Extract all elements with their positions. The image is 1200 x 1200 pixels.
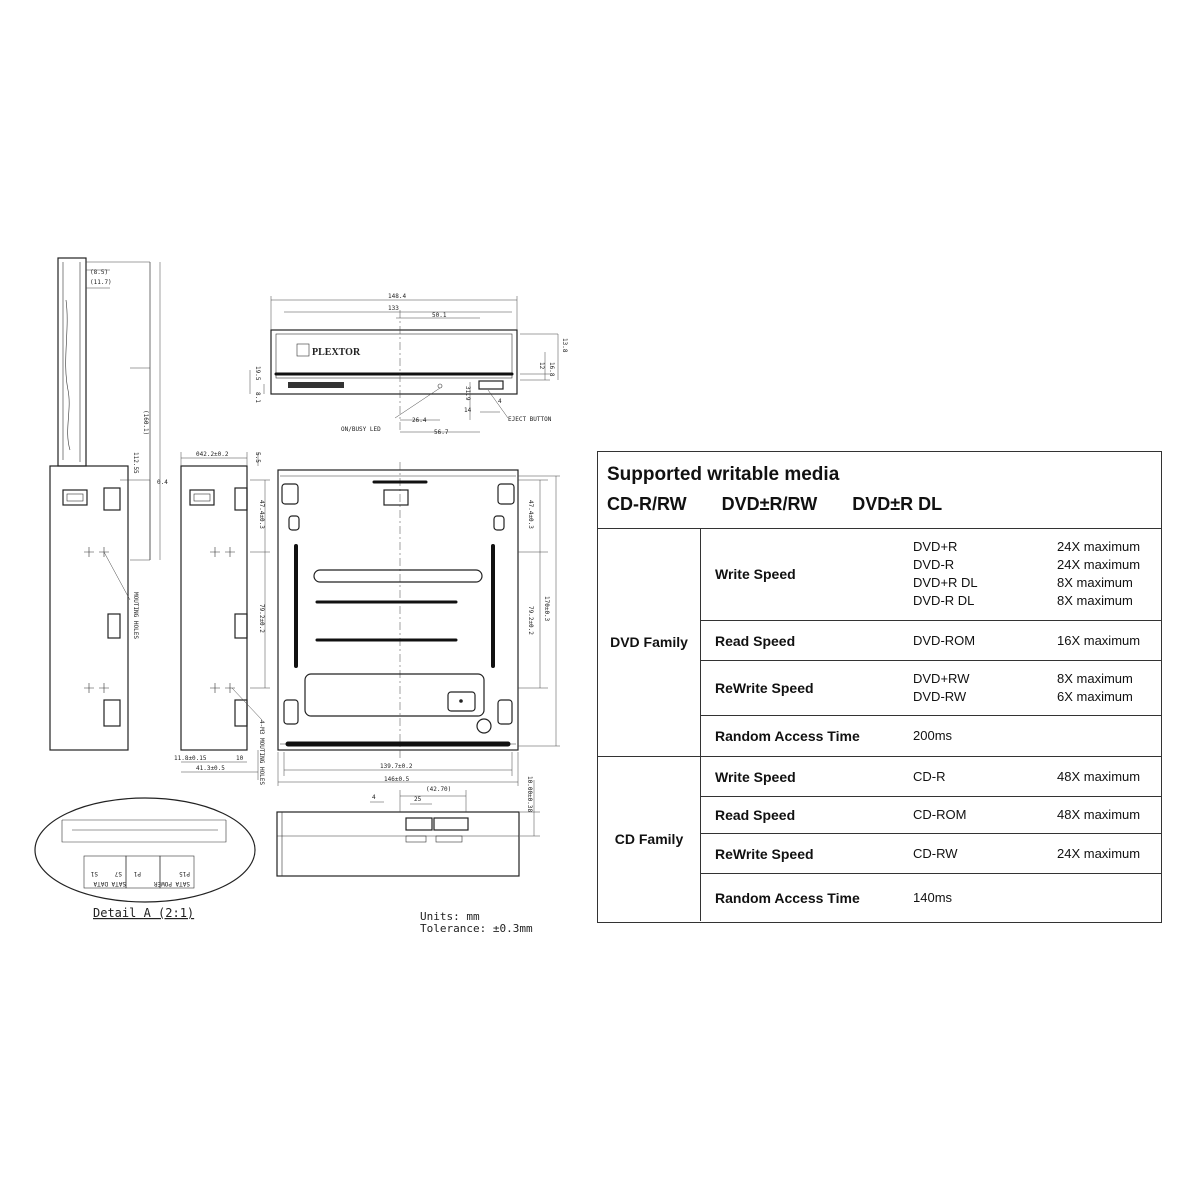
- tolerance-note: Tolerance: ±0.3mm: [420, 922, 533, 935]
- row-media-values: [913, 727, 952, 745]
- row-speed-values: [1057, 768, 1140, 786]
- dvd-write-speed-row: [701, 528, 1161, 621]
- side-dim-b: (11.7): [90, 279, 112, 286]
- side-dim-a: (8.5): [90, 269, 109, 276]
- dvd-family-block: [598, 528, 1161, 757]
- detail-pin-p15: P15: [179, 870, 190, 877]
- front-dim-led: 26.4: [412, 417, 427, 424]
- front-dim-eject-pos: 56.7: [434, 429, 449, 436]
- side-dim-e: 0.4: [157, 479, 168, 486]
- row-label: ReWrite Speed: [715, 680, 814, 696]
- media-value: CD-RW: [913, 845, 958, 861]
- speed-value: 24X maximum: [1057, 845, 1141, 861]
- speed-value: 24X maximum: [1057, 539, 1141, 554]
- speed-value: 6X maximum: [1057, 689, 1133, 704]
- cd-rewrite-speed-row: [701, 834, 1161, 874]
- mid-dim-width: 042.2±0.2: [196, 451, 229, 458]
- row-media-values: [913, 806, 966, 824]
- speed-value: 8X maximum: [1057, 671, 1133, 686]
- mid-dim-ten: 10: [236, 755, 244, 762]
- led-label: ON/BUSY LED: [341, 426, 381, 433]
- middle-side-view: [174, 451, 270, 785]
- detail-caption: Detail A (2:1): [93, 906, 195, 920]
- row-media-values: [913, 632, 975, 650]
- front-dim-h4: 19.5: [254, 366, 261, 381]
- mounting-holes-label: MOUTING HOLES: [132, 592, 139, 639]
- rear-dim-data: 25: [414, 796, 422, 803]
- media-value: 140ms: [913, 889, 953, 905]
- row-label: ReWrite Speed: [715, 845, 814, 862]
- speed-value: 8X maximum: [1057, 575, 1133, 590]
- family-label-cd: CD Family: [598, 757, 701, 921]
- drawing-notes: [420, 910, 533, 935]
- top-dim-inner-width: 139.7±0.2: [380, 763, 413, 770]
- front-view: [250, 293, 568, 436]
- row-speed-values: [1057, 670, 1133, 706]
- row-label: Random Access Time: [715, 889, 860, 906]
- dvd-access-time-row: [701, 716, 1161, 756]
- front-dim-bezel: 133: [388, 305, 399, 312]
- front-dim-width: 148.4: [388, 293, 407, 300]
- speed-value: 16X maximum: [1057, 632, 1141, 648]
- front-dim-h6: 8.1: [254, 392, 261, 403]
- detail-pin-s7: S7: [114, 870, 122, 877]
- media-value: 200ms: [913, 728, 953, 743]
- row-media-values: [913, 538, 978, 610]
- detail-a: [35, 798, 255, 920]
- spec-table: [597, 451, 1162, 923]
- detail-pin-p1: P1: [133, 870, 141, 877]
- media-value: DVD-RW: [913, 689, 967, 704]
- front-dim-h3: 16.8: [548, 362, 555, 377]
- media-header: [598, 452, 1161, 529]
- row-speed-values: [1057, 538, 1140, 610]
- family-label-dvd: DVD Family: [598, 528, 701, 756]
- media-list: [607, 494, 972, 515]
- dvd-read-speed-row: [701, 621, 1161, 661]
- row-speed-values: [1057, 806, 1140, 824]
- media-value: CD-R: [913, 768, 946, 784]
- mid-dim-bottom: 11.8±0.15: [174, 755, 207, 762]
- mid-dim-top: 5.5: [254, 452, 261, 463]
- technical-drawing: [0, 0, 595, 1200]
- brand-logo: PLEXTOR: [312, 347, 361, 358]
- side-dim-d: 112.55: [132, 452, 139, 474]
- mid-dim-hole-spacing: 79.2±0.2: [258, 604, 265, 633]
- row-media-values: [913, 670, 969, 706]
- cd-write-speed-row: [701, 757, 1161, 797]
- media-value: DVD+R DL: [913, 575, 978, 590]
- detail-pin-s1: S1: [90, 870, 98, 877]
- media-value: DVD+R: [913, 539, 958, 554]
- dvd-rewrite-speed-row: [701, 661, 1161, 716]
- speed-value: 48X maximum: [1057, 768, 1141, 784]
- row-label: Write Speed: [715, 566, 796, 582]
- front-dim-eject-h: 4: [498, 398, 502, 405]
- rear-dim-offset: 4: [372, 794, 376, 801]
- media-value: DVD-ROM: [913, 632, 976, 648]
- units-note: Units: mm: [420, 910, 480, 923]
- cd-family-block: [598, 757, 1161, 921]
- front-dim-h1: 13.8: [561, 338, 568, 353]
- row-label: Random Access Time: [715, 728, 860, 744]
- top-dim-hole-top: 47.4±0.3: [527, 500, 534, 529]
- cd-access-time-row: [701, 874, 1161, 921]
- top-dim-hole-spacing: 79.2±0.2: [527, 606, 534, 635]
- media-dvd-rw: DVD±R/RW: [721, 494, 818, 514]
- row-speed-values: [1057, 632, 1140, 650]
- media-value: CD-ROM: [913, 807, 967, 822]
- front-dim-h5: 31.9: [464, 386, 471, 401]
- rear-dim-height: 10.00±0.38: [526, 776, 533, 813]
- rear-view: [277, 776, 540, 876]
- detail-sata-power: SATA POWER: [153, 880, 190, 887]
- detail-sata-data: SATA DATA: [93, 880, 126, 887]
- eject-button-label: EJECT BUTTON: [508, 416, 552, 423]
- front-dim-eject-w: 14: [464, 407, 472, 414]
- row-speed-values: [1057, 845, 1140, 863]
- row-label: Write Speed: [715, 768, 796, 785]
- speed-value: 24X maximum: [1057, 557, 1141, 572]
- speed-value: 8X maximum: [1057, 593, 1133, 608]
- speed-value: 48X maximum: [1057, 807, 1141, 822]
- side-dim-c: (160.1): [142, 410, 149, 436]
- row-media-values: [913, 845, 958, 863]
- top-view: [278, 462, 560, 786]
- media-value: DVD+RW: [913, 671, 970, 686]
- media-value: DVD-R: [913, 557, 955, 572]
- front-dim-h2: 12: [538, 362, 545, 370]
- front-dim-tray: 50.1: [432, 312, 447, 319]
- cd-read-speed-row: [701, 797, 1161, 834]
- top-dim-length: 170±0.3: [543, 596, 550, 622]
- rear-dim-connector: (42.70): [426, 786, 452, 793]
- row-label: Read Speed: [715, 807, 796, 823]
- top-dim-width: 146±0.5: [384, 776, 410, 783]
- media-title: Supported writable media: [607, 464, 840, 485]
- row-label: Read Speed: [715, 632, 796, 649]
- m3-holes-label: 4-M3 MOUTING HOLES: [258, 720, 265, 786]
- row-media-values: [913, 889, 952, 907]
- row-media-values: [913, 768, 946, 786]
- mounting-hole-markers: [84, 547, 109, 693]
- media-value: DVD-R DL: [913, 593, 975, 608]
- mid-dim-hole-top: 47.4±0.3: [258, 500, 265, 529]
- media-dvd-dl: DVD±R DL: [852, 494, 943, 514]
- side-view: [50, 258, 168, 750]
- mid-dim-depth: 41.3±0.5: [196, 765, 225, 772]
- media-cd: CD-R/RW: [607, 494, 687, 514]
